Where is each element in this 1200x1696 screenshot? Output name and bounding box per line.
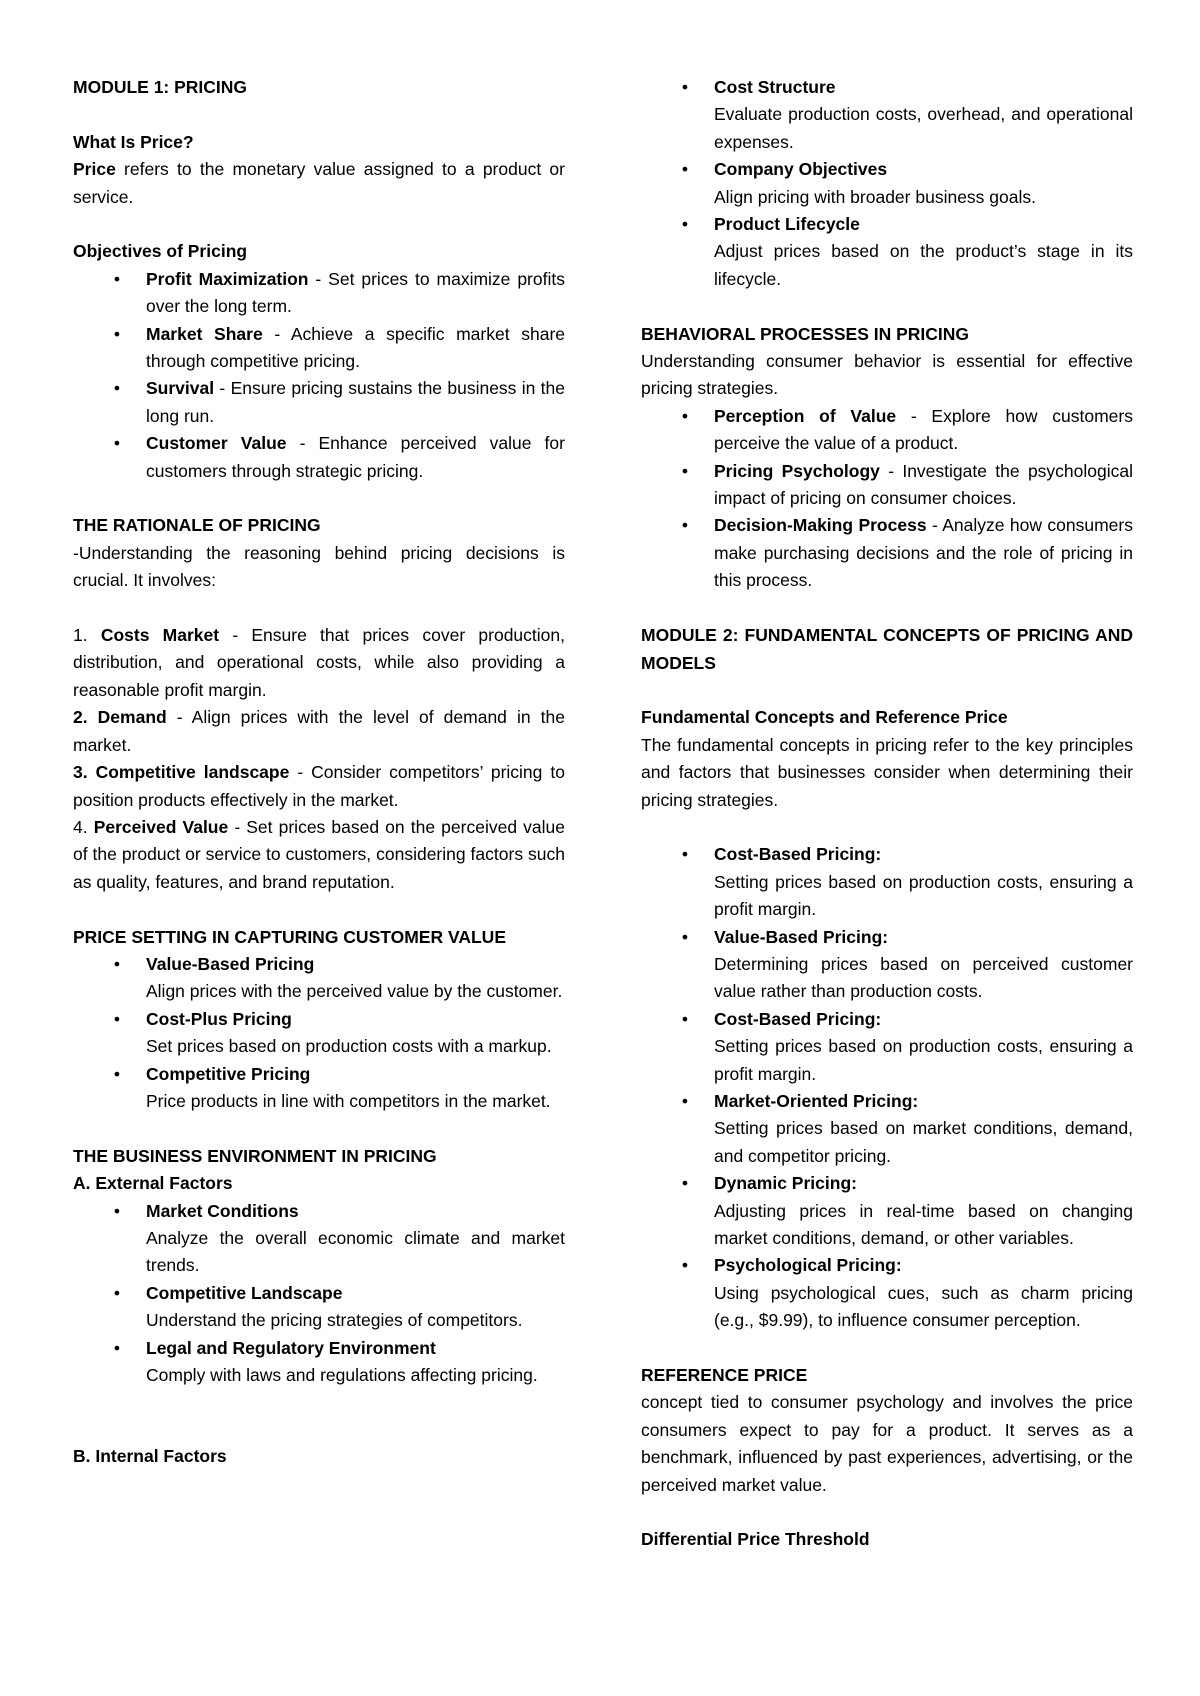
reference-price-paragraph: concept tied to consumer psychology and involves the price consumers expect to pay for a product. It serves as a benchmark, influenced by past experiences, advertising, or the perceived market value.	[641, 1392, 1133, 1495]
list-item: • Survival - Ensure pricing sustains the business in the long run.	[146, 375, 565, 430]
bullet-icon: •	[681, 1090, 689, 1111]
bullet-icon: •	[113, 1200, 121, 1221]
rationale-item: 3. Competitive landscape - Consider competitors’ pricing to position products effectively in the market.	[73, 762, 565, 810]
bullet-icon: •	[113, 1282, 121, 1303]
bullet-icon: •	[681, 405, 689, 426]
list-item: • Product Lifecycle Adjust prices based on the product’s stage in its lifecycle.	[714, 211, 1133, 293]
bullet-icon: •	[681, 214, 689, 235]
list-item: • Value-Based Pricing Align prices with the perceived value by the customer.	[146, 951, 565, 1006]
list-item: • Decision-Making Process - Analyze how consumers make purchasing decisions and the role of pricing in this process.	[714, 512, 1133, 594]
list-item: • Psychological Pricing: Using psychological cues, such as charm pricing (e.g., $9.99), to influence consumer perception.	[714, 1252, 1133, 1334]
behavioral-heading: BEHAVIORAL PROCESSES IN PRICING	[641, 323, 970, 344]
bullet-icon: •	[113, 1337, 121, 1358]
bullet-icon: •	[113, 268, 121, 289]
list-item: • Cost-Based Pricing: Setting prices based on production costs, ensuring a profit margin.	[714, 841, 1133, 923]
rationale-item: 2. Demand - Align prices with the level of demand in the market.	[73, 707, 565, 755]
price-setting-heading: PRICE SETTING IN CAPTURING CUSTOMER VALUE	[73, 926, 506, 947]
module1-title: MODULE 1: PRICING	[73, 77, 248, 97]
list-item: • Cost Structure Evaluate production costs, overhead, and operational expenses.	[714, 74, 1133, 156]
internal-factors-list	[641, 74, 1133, 293]
module2-title: MODULE 2: FUNDAMENTAL CONCEPTS OF PRICING AND MODELS	[641, 625, 1133, 673]
right-column	[641, 74, 1133, 1554]
list-item: • Value-Based Pricing: Determining prices based on perceived customer value rather than production costs.	[714, 924, 1133, 1006]
list-item: • Competitive Landscape Understand the pricing strategies of competitors.	[146, 1280, 565, 1335]
bullet-icon: •	[681, 926, 689, 947]
list-item: • Market Conditions Analyze the overall economic climate and market trends.	[146, 1198, 565, 1280]
list-item: • Competitive Pricing Price products in line with competitors in the market.	[146, 1061, 565, 1116]
bullet-icon: •	[681, 159, 689, 180]
what-is-price-paragraph: Price refers to the monetary value assigned to a product or service.	[73, 159, 565, 207]
objectives-heading: Objectives of Pricing	[73, 241, 248, 262]
bullet-icon: •	[681, 1008, 689, 1029]
rationale-heading: THE RATIONALE OF PRICING	[73, 515, 321, 536]
list-item: • Cost-Based Pricing: Setting prices based on production costs, ensuring a profit margin.	[714, 1006, 1133, 1088]
list-item: • Market-Oriented Pricing: Setting prices based on market conditions, demand, and competitor pricing.	[714, 1088, 1133, 1170]
bullet-icon: •	[681, 77, 689, 97]
external-factors-list	[73, 1198, 565, 1390]
behavioral-intro: Understanding consumer behavior is essential for effective pricing strategies.	[641, 351, 1133, 399]
bullet-icon: •	[113, 953, 121, 974]
bullet-icon: •	[113, 378, 121, 399]
list-item: • Legal and Regulatory Environment Comply with laws and regulations affecting pricing.	[146, 1335, 565, 1390]
reference-price-heading: REFERENCE PRICE	[641, 1365, 808, 1386]
business-env-heading: THE BUSINESS ENVIRONMENT IN PRICING	[73, 1145, 437, 1166]
bullet-icon: •	[113, 1008, 121, 1029]
internal-factors-heading: B. Internal Factors	[73, 1446, 227, 1467]
bullet-icon: •	[113, 433, 121, 454]
list-item: • Company Objectives Align pricing with broader business goals.	[714, 156, 1133, 211]
list-item: • Dynamic Pricing: Adjusting prices in real-time based on changing market conditions, demand, or other variables.	[714, 1170, 1133, 1252]
pricing-models-list	[641, 841, 1133, 1334]
rationale-item: 1. Costs Market - Ensure that prices cover production, distribution, and operational costs, while also providing a reasonable profit margin.	[73, 625, 565, 700]
bullet-icon: •	[681, 460, 689, 481]
rationale-intro: -Understanding the reasoning behind pricing decisions is crucial. It involves:	[73, 542, 565, 591]
fundamental-heading: Fundamental Concepts and Reference Price	[641, 707, 1008, 728]
rationale-item: 4. Perceived Value - Set prices based on the perceived value of the product or service to customers, considering factors such as quality, features, and brand reputation.	[73, 816, 565, 892]
list-item: • Customer Value - Enhance perceived value for customers through strategic pricing.	[146, 430, 565, 485]
bullet-icon: •	[681, 1255, 689, 1276]
list-item: • Market Share - Achieve a specific market share through competitive pricing.	[146, 321, 565, 376]
bullet-icon: •	[681, 844, 689, 865]
external-factors-heading: A. External Factors	[73, 1173, 233, 1194]
bullet-icon: •	[681, 1173, 689, 1194]
bullet-icon: •	[681, 515, 689, 536]
objectives-list	[73, 266, 565, 485]
list-item: • Perception of Value - Explore how customers perceive the value of a product.	[714, 403, 1133, 458]
bullet-icon: •	[113, 1063, 121, 1084]
behavioral-list	[641, 403, 1133, 595]
what-is-price-heading: What Is Price?	[73, 131, 194, 152]
differential-threshold-heading: Differential Price Threshold	[641, 1529, 870, 1550]
fundamental-intro: The fundamental concepts in pricing refer to the key principles and factors that businesses consider when determining their pricing strategies.	[641, 734, 1133, 810]
left-column	[73, 74, 565, 1471]
list-item: • Profit Maximization - Set prices to maximize profits over the long term.	[146, 266, 565, 321]
list-item: • Pricing Psychology - Investigate the psychological impact of pricing on consumer choices.	[714, 458, 1133, 513]
price-setting-list	[73, 951, 565, 1115]
list-item: • Cost-Plus Pricing Set prices based on production costs with a markup.	[146, 1006, 565, 1061]
bullet-icon: •	[113, 323, 121, 344]
